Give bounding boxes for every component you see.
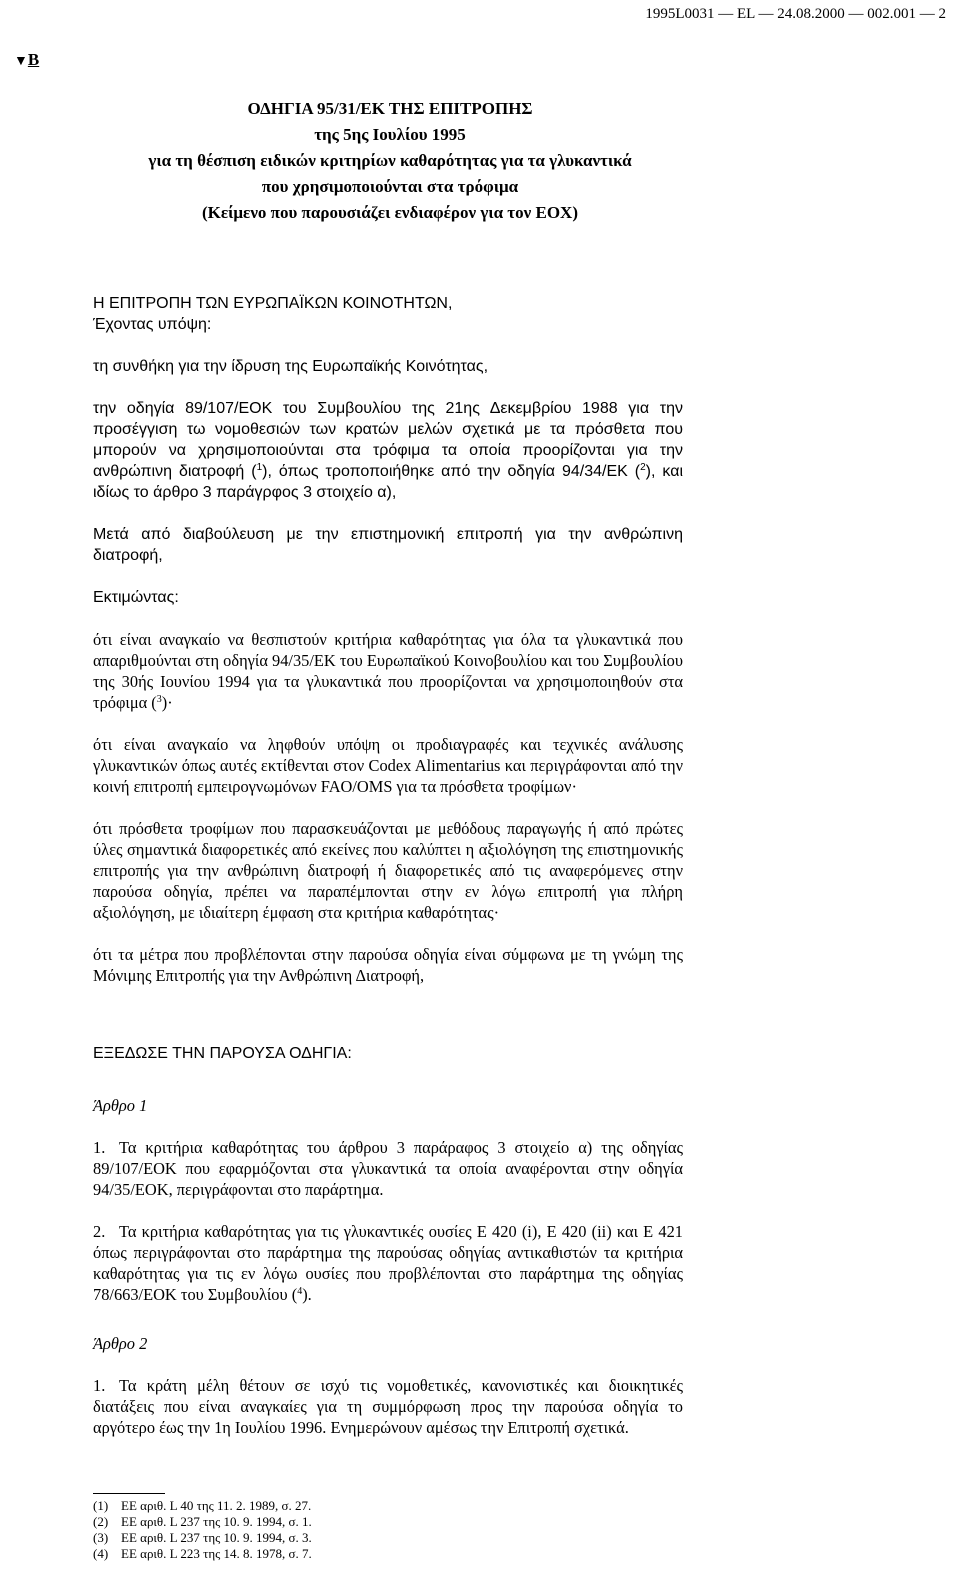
article-1-paragraph-1 bbox=[93, 1137, 683, 1200]
eea-relevance-note: (Κείμενο που παρουσιάζει ενδιαφέρον για τον ΕΟΧ) bbox=[202, 203, 578, 222]
having-regard-heading: Έχοντας υπόψη: bbox=[93, 316, 212, 333]
footnote-text: ΕΕ αριθ. L 237 της 10. 9. 1994, σ. 1. bbox=[121, 1514, 312, 1529]
footnote-text: ΕΕ αριθ. L 223 της 14. 8. 1978, σ. 7. bbox=[121, 1546, 312, 1561]
document-reference-header: 1995L0031 — EL — 24.08.2000 — 002.001 — 2 bbox=[645, 6, 946, 22]
footnote-number: (3) bbox=[93, 1530, 109, 1545]
footnote-1 bbox=[93, 1498, 312, 1514]
footnotes bbox=[93, 1498, 312, 1562]
recital-4: ότι τα μέτρα που προβλέπονται στην παρούσα οδηγία είναι σύμφωνα με τη γνώμη της Μόνιμης Επιτροπής για την Ανθρώπινη Διατροφή, bbox=[93, 945, 683, 985]
footnote-number: (2) bbox=[93, 1514, 109, 1529]
citation-directive-text: την οδηγία 89/107/ΕΟΚ του Συμβουλίου της 21ης Δεκεμβρίου 1988 για την προσέγγιση τω νομοθεσιών των κρατών μελών σχετικά με τα πρόσθετα που μπορούν να χρησιμοποιούνται στα τρόφιμα τα οποία προορίζονται για την ανθρώπινη διατροφή bbox=[93, 400, 683, 480]
footnote-3 bbox=[93, 1530, 312, 1546]
preamble-section bbox=[93, 293, 683, 1007]
footnote-2 bbox=[93, 1514, 312, 1530]
directive-title-block bbox=[90, 96, 690, 226]
recital-2: ότι είναι αναγκαίο να ληφθούν υπόψη οι προδιαγραφές και τεχνικές ανάλυσης γλυκαντικών όπως αυτές εκτίθενται στον Codex Alimentarius και περιγράφονται από την κοινή επιτροπή εμπειρογνωμόνων FAO/OMS για τα πρόσθετα τροφίμων· bbox=[93, 735, 683, 796]
directive-title: ΟΔΗΓΙΑ 95/31/ΕΚ ΤΗΣ ΕΠΙΤΡΟΠΗΣ bbox=[247, 99, 533, 118]
citation-directive-text-3: ), και ιδίως το άρθρο 3 παράγρφος 3 στοιχείο α), bbox=[93, 463, 684, 501]
article-1-paragraph-1-text: Τα κριτήρια καθαρότητας του άρθρου 3 παράραφος 3 στοιχείο α) της οδηγίας 89/107/ΕΟΚ που εφαρμόζονται στα γλυκαντικά τα οποία αναφέρονται στην οδηγία 94/35/ΕΟΚ, περιγράφονται στο παράρτημα. bbox=[93, 1138, 683, 1199]
recital-1 bbox=[93, 629, 683, 713]
citation-treaty: τη συνθήκη για την ίδρυση της Ευρωπαϊκής Κοινότητας, bbox=[93, 358, 489, 375]
footnote-4 bbox=[93, 1546, 312, 1562]
footnote-text: ΕΕ αριθ. L 237 της 10. 9. 1994, σ. 3. bbox=[121, 1530, 312, 1545]
enacting-formula: ΕΞΕΔΩΣΕ ΤΗΝ ΠΑΡΟΥΣΑ ΟΔΗΓΙΑ: bbox=[93, 1045, 352, 1062]
recital-3: ότι πρόσθετα τροφίμων που παρασκευάζονται με μεθόδους παραγωγής ή από πρώτες ύλες σημαντικά διαφορετικές από εκείνες που καλύπτει η αξιολόγηση της επιστημονικής επιτροπής για την ανθρώπινη διατροφή ή διαφορετικές από τις αναφερόμενες στην παρούσα οδηγία, πρέπει να παραπέμπονται στην εν λόγω επιτροπή για πλήρη αξιολόγηση, με ιδιαίτερη έμφαση στα κριτήρια καθαρότητας· bbox=[93, 819, 683, 922]
footnote-ref-3: 3 bbox=[156, 694, 162, 705]
whereas-heading: Εκτιμώντας: bbox=[93, 589, 179, 606]
directive-subject-line-1: για τη θέσπιση ειδικών κριτηρίων καθαρότητας για τα γλυκαντικά bbox=[148, 151, 632, 170]
article-1-title: Άρθρο 1 bbox=[93, 1096, 148, 1115]
footnote-ref-2: 2 bbox=[640, 462, 646, 473]
marker-letter: B bbox=[27, 50, 40, 69]
article-1-paragraph-2-end: ). bbox=[302, 1285, 312, 1304]
article-1-paragraph-2 bbox=[93, 1221, 683, 1305]
recital-1-text: ότι είναι αναγκαίο να θεσπιστούν κριτήρια καθαρότητας για όλα τα γλυκαντικά που απαριθμούνται στη οδηγία 94/35/ΕΚ του Ευρωπαϊκού Κοινοβουλίου και του Συμβουλίου της 30ής Ιουνίου 1994 για τα γλυκαντικά που προορίζονται να χρησιμοποιηθούν στα τρόφιμα ( bbox=[93, 630, 683, 712]
article-1-paragraph-2-number: 2. bbox=[93, 1222, 106, 1241]
footnote-separator bbox=[93, 1493, 165, 1494]
article-1-paragraph-2-text: Τα κριτήρια καθαρότητας για τις γλυκαντικές ουσίες Ε 420 (i), Ε 420 (ii) και Ε 421 όπως περιγράφονται στο παράρτημα της παρούσας οδηγίας αντικαθιστών τα κριτήρια καθαρότητας για τις εν λόγω ουσίες που προβλέπονται στο παράρτημα της οδηγίας 78/663/ΕΟΚ του Συμβουλίου ( bbox=[93, 1222, 683, 1304]
enacting-section bbox=[93, 1043, 683, 1459]
consultation-clause: Μετά από διαβούλευση με την επιστημονική επιτροπή για την ανθρώπινη διατροφή, bbox=[93, 526, 683, 564]
consolidation-marker bbox=[14, 50, 39, 70]
issuing-authority: Η ΕΠΙΤΡΟΠΗ ΤΩΝ ΕΥΡΩΠΑΪΚΩΝ ΚΟΙΝΟΤΗΤΩΝ, bbox=[93, 295, 453, 312]
citation-directive: την οδηγία 89/107/ΕΟΚ του Συμβουλίου της 21ης Δεκεμβρίου 1988 για την προσέγγιση τω νομοθεσιών των κρατών μελών σχετικά με τα πρόσθετα που μπορούν να χρησιμοποιούνται στα τρόφιμα τα οποία προορίζονται για την ανθρώπινη διατροφή ($^1$), όπως τροποποιήθηκε από την οδηγία 94/34/ΕΚ ($^2$), και ιδίως το άρθρο 3 παράγρφος 3 στοιχείο α), bbox=[93, 400, 684, 501]
footnote-number: (4) bbox=[93, 1546, 109, 1561]
footnote-ref-4: 4 bbox=[297, 1286, 303, 1297]
article-2-paragraph-1-text: Τα κράτη μέλη θέτουν σε ισχύ τις νομοθετικές, κανονιστικές και διοικητικές διατάξεις που είναι αναγκαίες για τη συμμόρφωση προς την παρούσα οδηγία το αργότερο έως την 1η Ιουλίου 1996. Ενημερώνουν αμέσως την Επιτροπή σχετικά. bbox=[93, 1376, 683, 1437]
footnote-number: (1) bbox=[93, 1498, 109, 1513]
article-2-paragraph-1-number: 1. bbox=[93, 1376, 106, 1395]
article-1-paragraph-1-number: 1. bbox=[93, 1138, 106, 1157]
footnote-text: ΕΕ αριθ. L 40 της 11. 2. 1989, σ. 27. bbox=[121, 1498, 312, 1513]
recital-1-end: )· bbox=[161, 693, 173, 712]
citation-directive-text-2: ), όπως τροποποιήθηκε από την οδηγία 94/34/ΕΚ ( bbox=[262, 463, 641, 480]
directive-subject-line-2: που χρησιμοποιούνται στα τρόφιμα bbox=[261, 177, 519, 196]
footnote-ref-1: 1 bbox=[256, 462, 263, 473]
directive-date: της 5ης Ιουλίου 1995 bbox=[314, 125, 466, 144]
triangle-marker-icon: ▼ bbox=[14, 54, 28, 69]
article-2-title: Άρθρο 2 bbox=[93, 1334, 148, 1353]
article-2-paragraph-1 bbox=[93, 1375, 683, 1438]
